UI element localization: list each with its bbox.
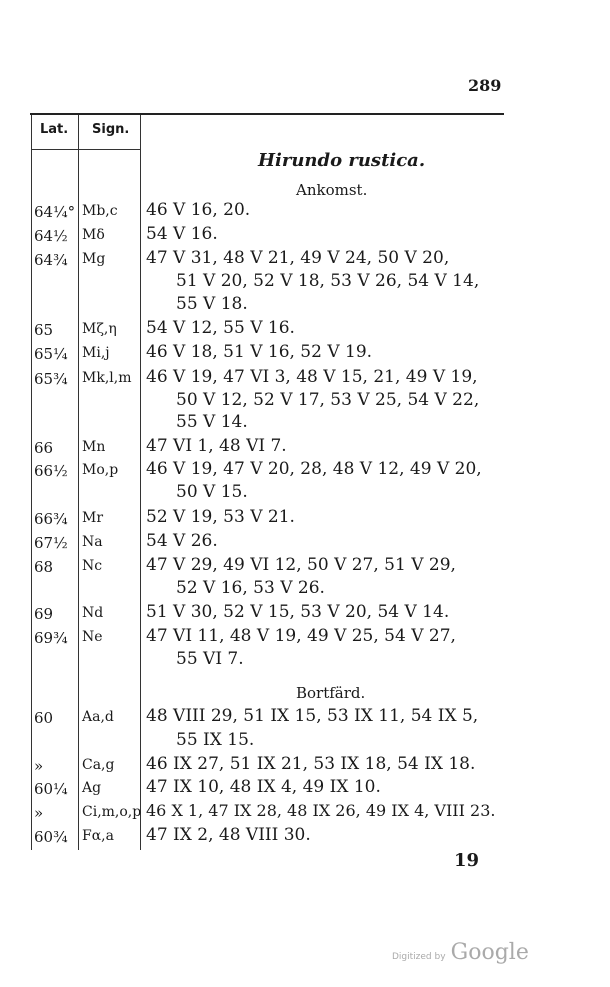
data-cell: 48 VIII 29, 51 IX 15, 53 IX 11, 54 IX 5, (146, 706, 479, 726)
data-cell: 47 IX 2, 48 VIII 30. (146, 825, 311, 845)
data-cell: 54 V 12, 55 V 16. (146, 318, 295, 338)
table-row (34, 706, 594, 728)
data-cell-continuation: 50 V 15. (176, 482, 248, 502)
lat-cell: 64¼° (34, 203, 76, 221)
sign-cell: Ne (82, 629, 103, 645)
watermark (392, 940, 529, 965)
lat-cell: 66 (34, 439, 54, 457)
data-cell: 46 V 16, 20. (146, 200, 251, 220)
data-cell: 46 IX 27, 51 IX 21, 53 IX 18, 54 IX 18. (146, 754, 476, 774)
table-row (34, 602, 594, 624)
data-cell: 52 V 19, 53 V 21. (146, 507, 295, 527)
header-rule (31, 149, 140, 150)
section-arrival: Ankomst. (296, 181, 368, 199)
sign-cell: Fα,a (82, 828, 114, 844)
data-cell: 47 IX 10, 48 IX 4, 49 IX 10. (146, 777, 381, 797)
table-row (34, 200, 594, 222)
lat-cell: 69¾ (34, 629, 68, 647)
data-cell: 46 V 19, 47 V 20, 28, 48 V 12, 49 V 20, (146, 459, 482, 479)
sign-cell: Mn (82, 439, 106, 455)
lat-cell: 66¾ (34, 510, 68, 528)
lat-cell: 69 (34, 605, 54, 623)
watermark-small: Digitized by (392, 952, 446, 962)
sign-cell: Ca,g (82, 757, 115, 773)
sign-cell: Na (82, 534, 103, 550)
sign-cell: Mg (82, 251, 106, 267)
table-row (34, 342, 594, 364)
watermark-logo: Google (450, 940, 529, 965)
data-cell-continuation: 51 V 20, 52 V 18, 53 V 26, 54 V 14, (176, 271, 480, 291)
data-cell: 47 V 29, 49 VI 12, 50 V 27, 51 V 29, (146, 555, 456, 575)
sign-cell: Aa,d (82, 709, 114, 725)
top-rule (30, 113, 504, 115)
table-row (34, 248, 594, 270)
lat-cell: 64½ (34, 227, 68, 245)
lat-cell: » (34, 804, 44, 822)
column-header-lat: Lat. (40, 122, 69, 137)
lat-cell: 65¾ (34, 370, 68, 388)
data-cell: 51 V 30, 52 V 15, 53 V 20, 54 V 14. (146, 602, 450, 622)
sign-cell: Ci,m,o,p (82, 804, 142, 820)
table-row (34, 801, 594, 823)
table-row (34, 224, 594, 246)
lat-cell: 68 (34, 558, 54, 576)
data-cell: 47 V 31, 48 V 21, 49 V 24, 50 V 20, (146, 248, 450, 268)
data-cell-continuation: 55 IX 15. (176, 730, 255, 750)
lat-cell: 60 (34, 709, 54, 727)
species-title: Hirundo rustica. (258, 150, 426, 171)
data-cell: 47 VI 1, 48 VI 7. (146, 436, 287, 456)
table-row (34, 459, 594, 481)
sign-cell: Nc (82, 558, 103, 574)
page-number: 289 (468, 76, 502, 95)
lat-cell: 66½ (34, 462, 68, 480)
data-cell: 46 X 1, 47 IX 28, 48 IX 26, 49 IX 4, VIII 23. (146, 801, 496, 820)
data-cell: 46 V 18, 51 V 16, 52 V 19. (146, 342, 373, 362)
table-row (34, 507, 594, 529)
sign-cell: Mb,c (82, 203, 118, 219)
sign-cell: Nd (82, 605, 104, 621)
table-row (34, 531, 594, 553)
data-cell-continuation: 55 V 14. (176, 412, 248, 432)
table-row (34, 825, 594, 847)
table-row (34, 318, 594, 340)
table-row (34, 754, 594, 776)
lat-cell: 64¾ (34, 251, 68, 269)
table-border-left (31, 115, 32, 850)
table-row (34, 555, 594, 577)
data-cell: 54 V 26. (146, 531, 218, 551)
data-cell-continuation: 55 V 18. (176, 294, 248, 314)
sign-cell: Mζ,η (82, 321, 117, 337)
section-departure: Bortfärd. (296, 684, 366, 702)
sign-cell: Mi,j (82, 345, 110, 361)
table-row (34, 777, 594, 799)
lat-cell: 65¼ (34, 345, 68, 363)
column-header-sign: Sign. (92, 122, 130, 137)
sign-cell: Mk,l,m (82, 370, 132, 386)
table-row (34, 436, 594, 458)
sign-cell: Mr (82, 510, 104, 526)
lat-cell: 67½ (34, 534, 68, 552)
data-cell: 47 VI 11, 48 V 19, 49 V 25, 54 V 27, (146, 626, 456, 646)
lat-cell: 65 (34, 321, 54, 339)
data-cell: 54 V 16. (146, 224, 218, 244)
lat-cell: » (34, 757, 44, 775)
footer-signature-number: 19 (454, 850, 480, 871)
sign-cell: Mo,p (82, 462, 119, 478)
data-cell: 46 V 19, 47 VI 3, 48 V 15, 21, 49 V 19, (146, 367, 478, 387)
data-cell-continuation: 52 V 16, 53 V 26. (176, 578, 325, 598)
lat-cell: 60¾ (34, 828, 68, 846)
data-cell-continuation: 55 VI 7. (176, 649, 244, 669)
sign-cell: Ag (82, 780, 102, 796)
lat-cell: 60¼ (34, 780, 68, 798)
table-row (34, 367, 594, 389)
table-row (34, 626, 594, 648)
data-cell-continuation: 50 V 12, 52 V 17, 53 V 25, 54 V 22, (176, 390, 480, 410)
sign-cell: Mδ (82, 227, 105, 243)
